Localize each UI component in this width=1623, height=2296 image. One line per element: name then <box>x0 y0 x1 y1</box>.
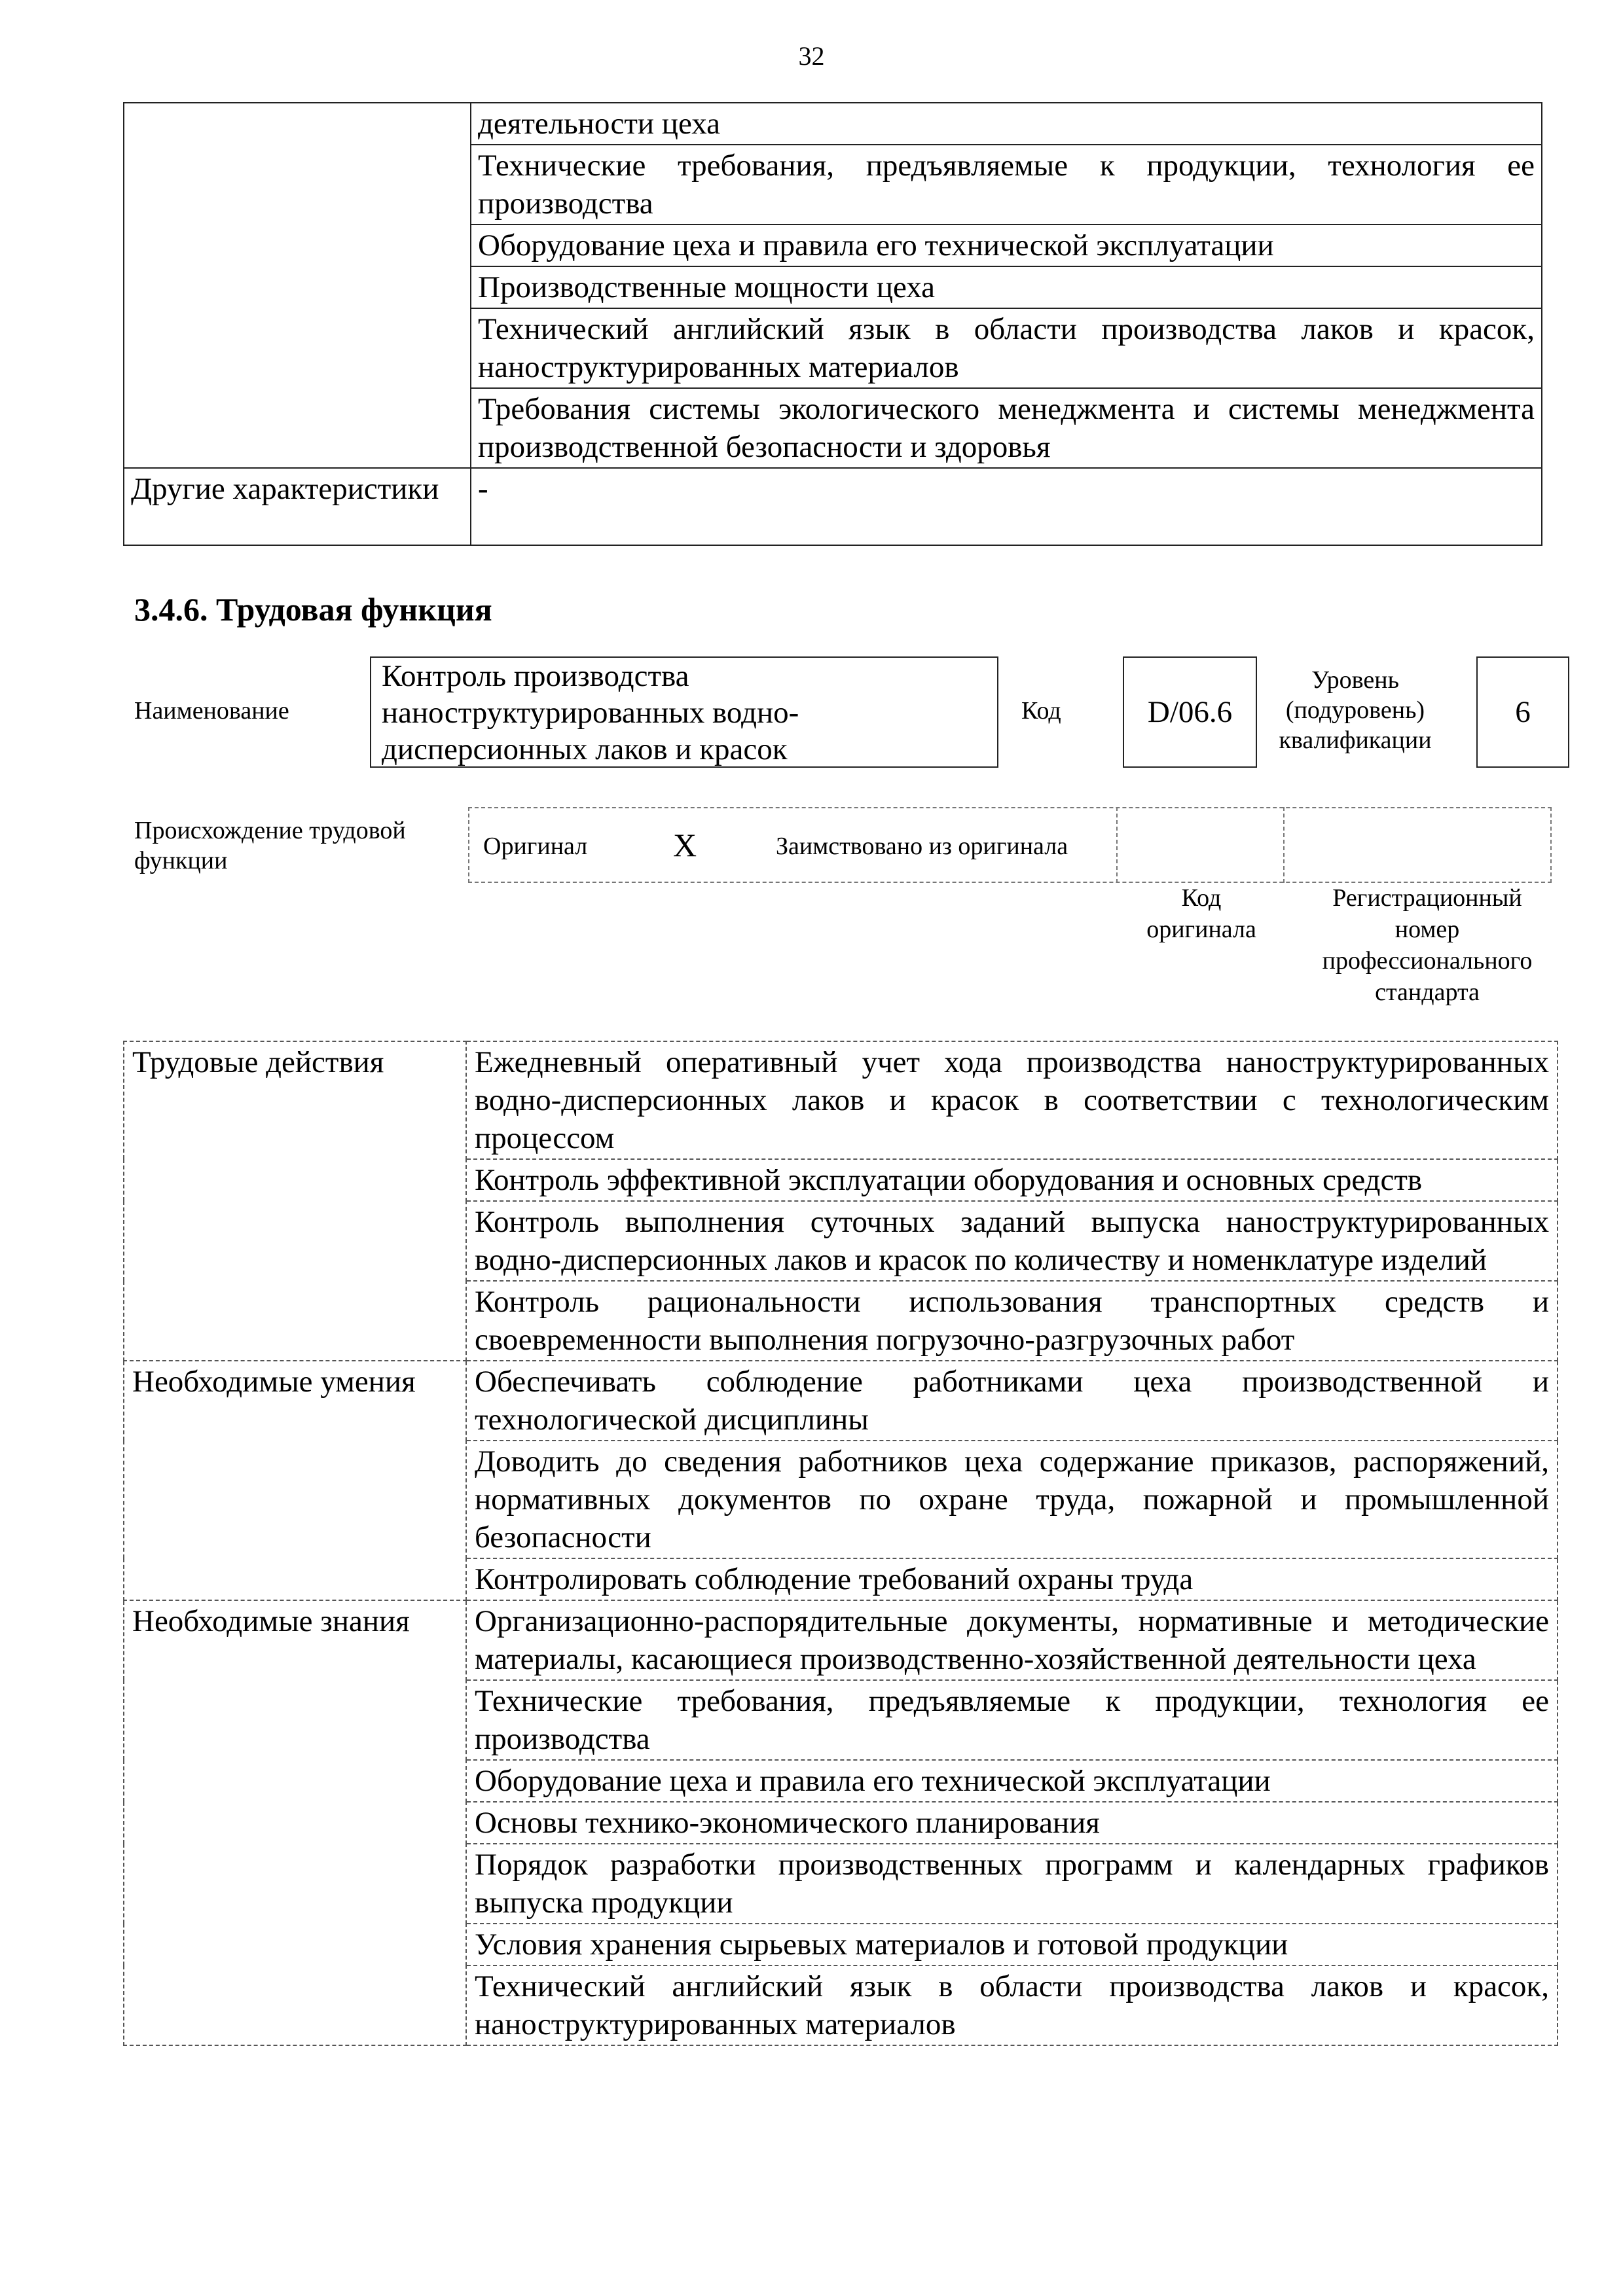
table-row: Порядок разработки производственных программ и календарных графиков выпуска продукции <box>466 1844 1558 1924</box>
code-label: Код <box>1021 697 1061 725</box>
code-original-caption: Код оригинала <box>1146 884 1256 943</box>
section-heading: 3.4.6. Трудовая функция <box>134 591 492 628</box>
origin-label: Происхождение трудовой функции <box>134 817 406 874</box>
table-row: Технические требования, предъявляемые к продукции, технология ее производства <box>471 145 1542 224</box>
table-row: деятельности цеха <box>471 103 1542 145</box>
original-mark: X <box>673 827 697 863</box>
other-characteristics-label: Другие характеристики <box>124 468 471 545</box>
registration-number-caption: Регистрационный номер профессионального стандарта <box>1322 884 1533 1006</box>
knowledge-label: Необходимые знания <box>124 1600 466 2045</box>
table-row: Контроль выполнения суточных заданий выпуска наноструктурированных водно-дисперсионных лаков и красок по количеству и номенклатуре изделий <box>466 1201 1558 1281</box>
other-characteristics-value: - <box>471 468 1542 545</box>
table-row: Требования системы экологического менеджмента и системы менеджмента производственной безопасности и здоровья <box>471 388 1542 468</box>
table-row: Технический английский язык в области производства лаков и красок, наноструктурированных материалов <box>466 1965 1558 2045</box>
table-row: Ежедневный оперативный учет хода производства наноструктурированных водно-дисперсионных лаков и красок в соответствии с технологическим процессом <box>466 1041 1558 1159</box>
page-number: 32 <box>798 41 825 71</box>
table-row: Контроль эффективной эксплуатации оборудования и основных средств <box>466 1159 1558 1201</box>
original-label: Оригинал <box>483 833 588 860</box>
function-name-box: Контроль производства наноструктурированных водно-дисперсионных лаков и красок <box>370 656 998 768</box>
table-row: Контроль рациональности использования транспортных средств и своевременности выполнения погрузочно-разгрузочных работ <box>466 1281 1558 1361</box>
table-row: Оборудование цеха и правила его технической эксплуатации <box>466 1760 1558 1802</box>
labor-actions-label: Трудовые действия <box>124 1041 466 1361</box>
skills-label: Необходимые умения <box>124 1361 466 1600</box>
code-value-box: D/06.6 <box>1123 656 1257 768</box>
knowledge-continuation-table <box>123 102 1542 546</box>
table-row: Основы технико-экономического планирования <box>466 1802 1558 1844</box>
labor-function-table <box>123 1041 1558 2046</box>
table-row: Условия хранения сырьевых материалов и готовой продукции <box>466 1924 1558 1965</box>
name-label: Наименование <box>134 697 289 725</box>
level-label: Уровень (подуровень) квалификации <box>1279 666 1432 754</box>
origin-divider <box>1283 807 1285 883</box>
table-row: Технический английский язык в области производства лаков и красок, наноструктурированных материалов <box>471 308 1542 388</box>
table-cell-empty <box>124 103 471 468</box>
table-row: Контролировать соблюдение требований охраны труда <box>466 1558 1558 1600</box>
table-row: Организационно-распорядительные документы, нормативные и методические материалы, касающиеся производственно-хозяйственной деятельности цеха <box>466 1600 1558 1680</box>
origin-divider <box>1116 807 1118 883</box>
borrowed-label: Заимствовано из оригинала <box>776 833 1068 860</box>
table-row: Технические требования, предъявляемые к продукции, технология ее производства <box>466 1680 1558 1760</box>
level-value-box: 6 <box>1476 656 1569 768</box>
table-row: Обеспечивать соблюдение работниками цеха производственной и технологической дисциплины <box>466 1361 1558 1441</box>
table-row: Оборудование цеха и правила его технической эксплуатации <box>471 224 1542 266</box>
table-row: Производственные мощности цеха <box>471 266 1542 308</box>
table-row: Доводить до сведения работников цеха содержание приказов, распоряжений, нормативных документов по охране труда, пожарной и промышленной безопасности <box>466 1441 1558 1558</box>
